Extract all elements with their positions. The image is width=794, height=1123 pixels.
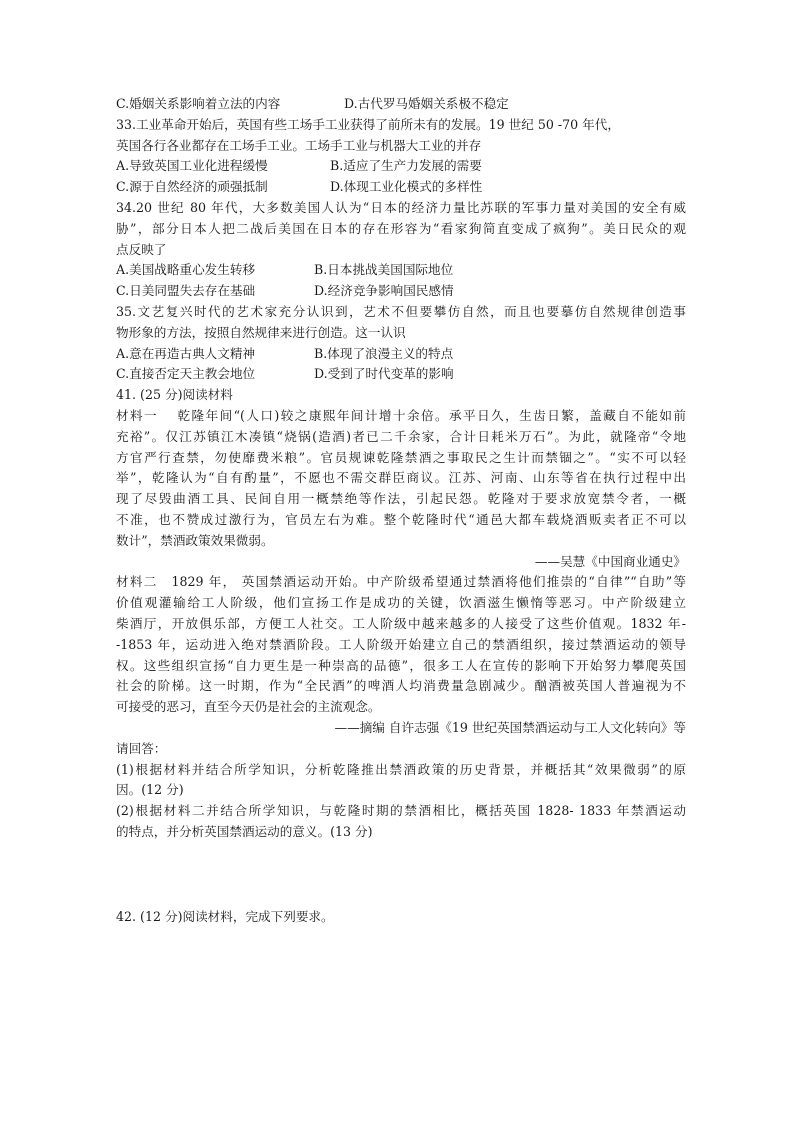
q35-options-ab	[116, 344, 686, 365]
option-a: A.意在再造古典人文精神	[116, 345, 256, 361]
material-one-line: 不准，也不赞成过激行为，官员左右为难。整个乾隆时代“通邑大都车载烧酒贩卖者正不可以	[116, 511, 686, 527]
option-d: D.古代罗马婚姻关系极不稳定	[344, 96, 509, 111]
q34-stem-line: 胁”，部分日本人把二战后美国在日本的存在形容为“看家狗简直变成了疯狗”。美日民众的观	[116, 220, 686, 236]
material-two-line: 材料二 1829 年， 英国禁酒运动开始。中产阶级希望通过禁酒将他们推崇的“自律”“自助”等	[116, 574, 686, 590]
material-one-line: 方官严行查禁，勿使靡费米粮”。官员规谏乾隆禁酒之事取民之生计而禁锢之”。“实不可以轻	[116, 449, 686, 465]
q32-options-cd	[116, 94, 686, 115]
q34-stem-line: 点反映了	[116, 241, 167, 257]
option-a: A.美国战略重心发生转移	[116, 262, 256, 278]
q41-part2-line: (2)根据材料二并结合所学知识，与乾隆时期的禁酒相比，概括英国 1828- 1833 年禁酒运动	[116, 803, 686, 819]
q35-stem-line: 物形象的方法，按照自然规律来进行创造。这一认识	[116, 324, 406, 340]
option-c: C.婚姻关系影响着立法的内容	[116, 96, 281, 111]
answer-prompt: 请回答：	[116, 740, 167, 756]
material-two-line: 柴酒厅，开放俱乐部，方便工人社交。工人阶级中越来越多的人接受了这些价值观。1832 年-	[116, 615, 686, 631]
q41-part2-line: 的特点，并分析英国禁酒运动的意义。(13 分)	[116, 823, 373, 839]
q41-heading: 41. (25 分)阅读材料	[116, 387, 233, 403]
answer-space	[116, 843, 686, 907]
material-two-line: 可接受的恶习，直至今天仍是社会的主流观念。	[116, 699, 381, 715]
q34-stem-line: 34.20 世纪 80 年代，大多数美国人认为“日本的经济力量比苏联的军事力量对美国的安全有威	[116, 199, 686, 215]
material-two-line: -1853 年，运动进入绝对禁酒阶段。工人阶级开始建立自己的禁酒组织，接过禁酒运动的领导	[116, 636, 686, 652]
option-b: B.日本挑战美国国际地位	[314, 262, 454, 278]
option-d: D.体现工业化模式的多样性	[330, 179, 483, 195]
option-c: C.直接否定天主教会地位	[116, 366, 256, 382]
q42-heading: 42. (12 分)阅读材料，完成下列要求。	[116, 908, 334, 924]
option-d: D.受到了时代变革的影响	[314, 366, 454, 382]
option-a: A.导致英国工业化进程缓慢	[116, 158, 268, 174]
q33-stem-line: 33.工业革命开始后，英国有些工场手工业获得了前所未有的发展。19 世纪 50 -70 年代，	[116, 116, 620, 132]
material-one-source: ——吴慧《中国商业通史》	[534, 553, 686, 569]
material-one-line: 充裕”。仅江苏镇江木凑镇“烧锅(造酒)者已二千余家，合计日耗米万石”。为此，就隆帝“令地	[116, 428, 686, 444]
exam-page	[116, 94, 686, 927]
q33-options-cd	[116, 177, 686, 198]
q41-part1-line: 因。(12 分)	[116, 782, 184, 798]
q34-options-ab	[116, 260, 686, 281]
material-one-line: 材料一 乾隆年间“(人口)较之康熙年间计增十余倍。承平日久，生齿日繁，盖藏自不能如前	[116, 407, 686, 423]
option-d: D.经济竞争影响国民感情	[314, 283, 454, 299]
q35-options-cd	[116, 364, 686, 385]
q41-part1-line: (1)根据材料并结合所学知识，分析乾隆推出禁酒政策的历史背景，并概括其“效果微弱”的原	[116, 761, 686, 777]
q34-options-cd	[116, 281, 686, 302]
option-c: C.日美同盟失去存在基础	[116, 283, 256, 299]
option-c: C.源于自然经济的顽强抵制	[116, 179, 268, 195]
q35-stem-line: 35.文艺复兴时代的艺术家充分认识到，艺术不但要攀仿自然，而且也要摹仿自然规律创造事	[116, 303, 686, 319]
material-two-line: 价值观灌输给工人阶级，他们宣扬工作是成功的关键，饮酒滋生懒惰等恶习。中产阶级建立	[116, 595, 686, 611]
option-b: B.体现了浪漫主义的特点	[314, 345, 454, 361]
material-one-line: 举”，乾隆认为“自有酌量”，不愿也不需交群臣商议。江苏、河南、山东等省在执行过程中出	[116, 470, 686, 486]
q33-stem-line: 英国各行各业都存在工场手工业。工场手工业与机器大工业的并存	[116, 137, 482, 153]
material-two-line: 社会的阶梯。这一时期，作为“全民酒”的啤酒人均消费量急剧减少。酗酒被英国人普遍视为不	[116, 678, 686, 694]
material-one-line: 现了尽毁曲酒工具、民间自用一概禁绝等作法，引起民怨。乾隆对于要求放宽禁令者，一概	[116, 491, 686, 507]
q33-options-ab	[116, 156, 686, 177]
material-two-line: 权。这些组织宣扬“自力更生是一种崇高的品德”，很多工人在宣传的影响下开始努力攀爬英国	[116, 657, 686, 673]
material-two-source: ——摘编 自许志强《19 世纪英国禁酒运动与工人文化转向》等	[334, 719, 686, 735]
material-one-line: 数计”，禁酒政策效果微弱。	[116, 532, 274, 548]
option-b: B.适应了生产力发展的需要	[330, 158, 482, 174]
